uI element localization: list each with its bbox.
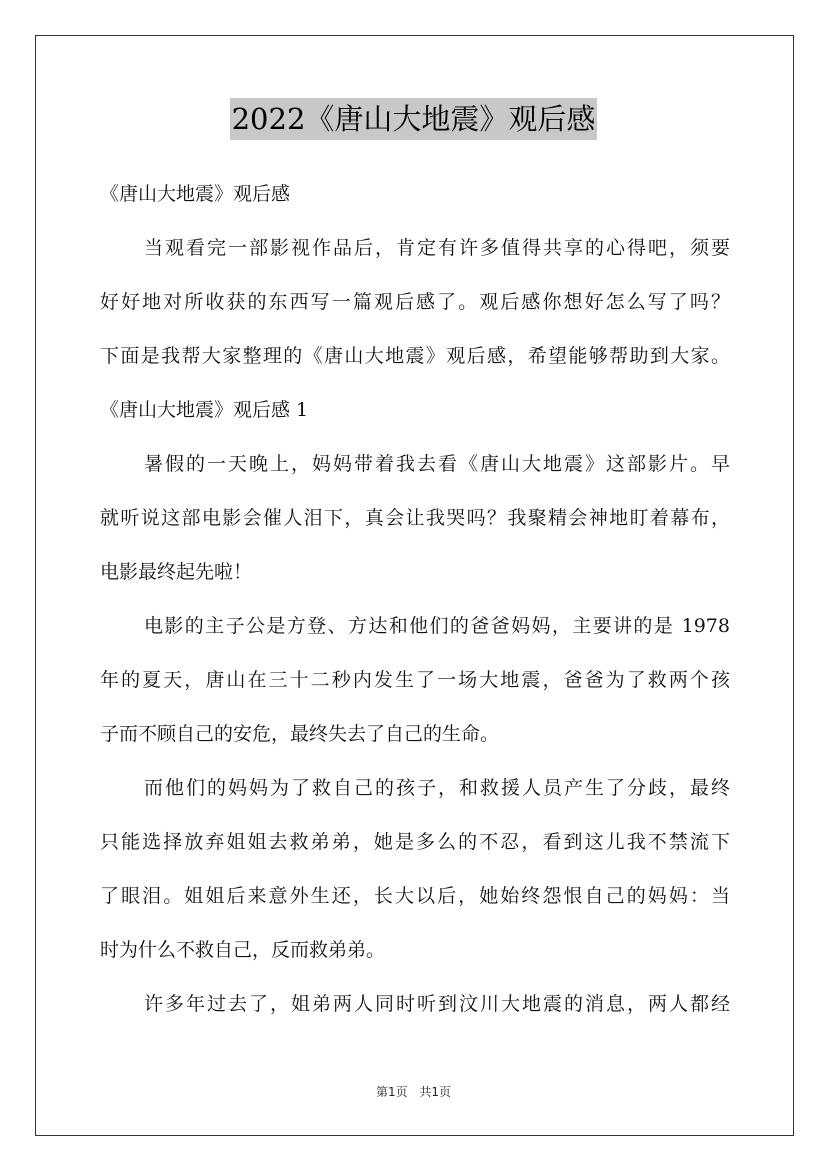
paragraph-line: 许多年过去了，姐弟两人同时听到汶川大地震的消息，两人都经 (144, 993, 730, 1015)
paragraph-line: 时为什么不救自己，反而救弟弟。 (100, 939, 386, 961)
paragraph-line: 好好地对所收获的东西写一篇观后感了。观后感你想好怎么写了吗？ (100, 291, 730, 313)
paragraph-line: 年的夏天，唐山在三十二秒内发生了一场大地震，爸爸为了救两个孩 (100, 669, 730, 691)
paragraph-line: 而他们的妈妈为了救自己的孩子，和救援人员产生了分歧，最终 (144, 777, 730, 799)
section-heading: 《唐山大地震》观后感 (100, 183, 291, 205)
paragraph-line: 只能选择放弃姐姐去救弟弟，她是多么的不忍，看到这儿我不禁流下 (100, 831, 730, 853)
paragraph-line: 当观看完一部影视作品后，肯定有许多值得共享的心得吧，须要 (144, 237, 730, 259)
paragraph-line: 子而不顾自己的安危，最终失去了自己的生命。 (100, 723, 500, 745)
paragraph-line: 暑假的一天晚上，妈妈带着我去看《唐山大地震》这部影片。早 (144, 453, 730, 475)
page-footer (0, 1083, 827, 1100)
paragraph-line: 下面是我帮大家整理的《唐山大地震》观后感，希望能够帮助到大家。 (100, 345, 730, 367)
section-heading: 《唐山大地震》观后感 1 (100, 399, 309, 421)
document-title: 2022《唐山大地震》观后感 (230, 98, 598, 140)
page-total: 共1页 (419, 1085, 452, 1099)
paragraph-line: 就听说这部电影会催人泪下，真会让我哭吗？我聚精会神地盯着幕布， (100, 507, 730, 529)
page-number: 第1页 (375, 1085, 408, 1099)
title-container (0, 98, 827, 140)
paragraph-line: 了眼泪。姐姐后来意外生还，长大以后，她始终怨恨自己的妈妈：当 (100, 885, 730, 907)
paragraph-line: 电影最终起先啦！ (100, 561, 253, 583)
paragraph-line: 电影的主子公是方登、方达和他们的爸爸妈妈，主要讲的是 1978 (144, 615, 730, 637)
